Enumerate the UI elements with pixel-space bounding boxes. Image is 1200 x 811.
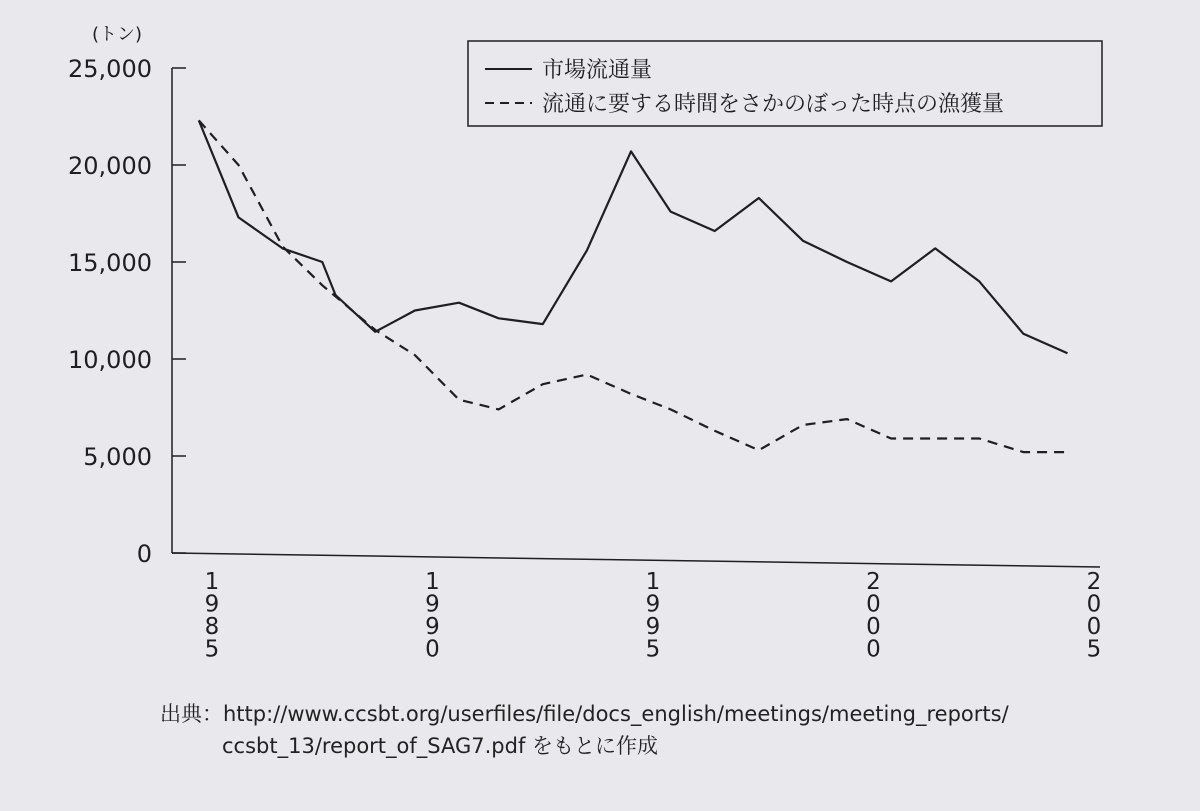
x-tick-digit: 9	[204, 591, 220, 618]
x-tick-digit: 9	[645, 614, 661, 640]
y-tick-label: 20,000	[68, 152, 152, 180]
x-tick-digit: 5	[645, 636, 661, 663]
x-tick-digit: 9	[425, 614, 440, 640]
x-tick-digit: 0	[866, 636, 881, 663]
y-tick-label: 5,000	[83, 443, 152, 471]
x-tick-digit: 0	[1086, 591, 1102, 618]
y-tick-label: 15,000	[68, 249, 152, 277]
x-tick-label-1990	[425, 569, 440, 663]
x-tick-digit: 1	[425, 569, 440, 595]
y-tick-label: 10,000	[68, 346, 152, 374]
x-tick-digit: 8	[204, 614, 220, 640]
source-note	[160, 698, 1009, 762]
x-tick-digit: 2	[866, 569, 881, 595]
x-tick-digit: 2	[1086, 569, 1102, 595]
x-tick-digit: 9	[645, 591, 661, 618]
series-line-catch-volume	[199, 120, 1068, 452]
x-tick-label-2000	[866, 569, 881, 663]
x-tick-digit: 0	[425, 636, 440, 663]
legend-label-market-volume: 市場流通量	[542, 58, 653, 83]
x-tick-digit: 1	[645, 569, 661, 595]
source-line-1: 出典：http://www.ccsbt.org/userfiles/file/docs_english/meetings/meeting_reports/	[160, 702, 1009, 726]
x-tick-digit: 5	[1086, 636, 1102, 663]
x-tick-digit: 0	[866, 614, 881, 640]
x-tick-digit: 5	[204, 636, 220, 663]
series-lines	[199, 120, 1068, 452]
y-axis-unit: (トン)	[92, 24, 143, 45]
y-axis-ticks	[68, 55, 186, 568]
x-tick-label-1985	[205, 569, 220, 663]
x-tick-label-1995	[646, 569, 661, 663]
y-tick-label: 25,000	[68, 55, 152, 83]
x-axis-line	[172, 553, 1100, 567]
x-tick-digit: 0	[866, 591, 881, 618]
source-line-2: ccsbt_13/report_of_SAG7.pdf をもとに作成	[222, 734, 659, 758]
x-tick-label-2005	[1087, 569, 1102, 663]
y-tick-label: 0	[136, 540, 152, 568]
series-line-market-volume	[199, 120, 1068, 353]
x-axis-ticks	[205, 569, 1102, 663]
axes	[172, 68, 1100, 567]
x-tick-digit: 0	[1086, 614, 1102, 640]
legend-label-catch-volume: 流通に要する時間をさかのぼった時点の漁獲量	[542, 92, 1005, 117]
x-tick-digit: 9	[425, 591, 440, 618]
x-tick-digit: 1	[204, 569, 220, 595]
legend	[468, 41, 1102, 126]
